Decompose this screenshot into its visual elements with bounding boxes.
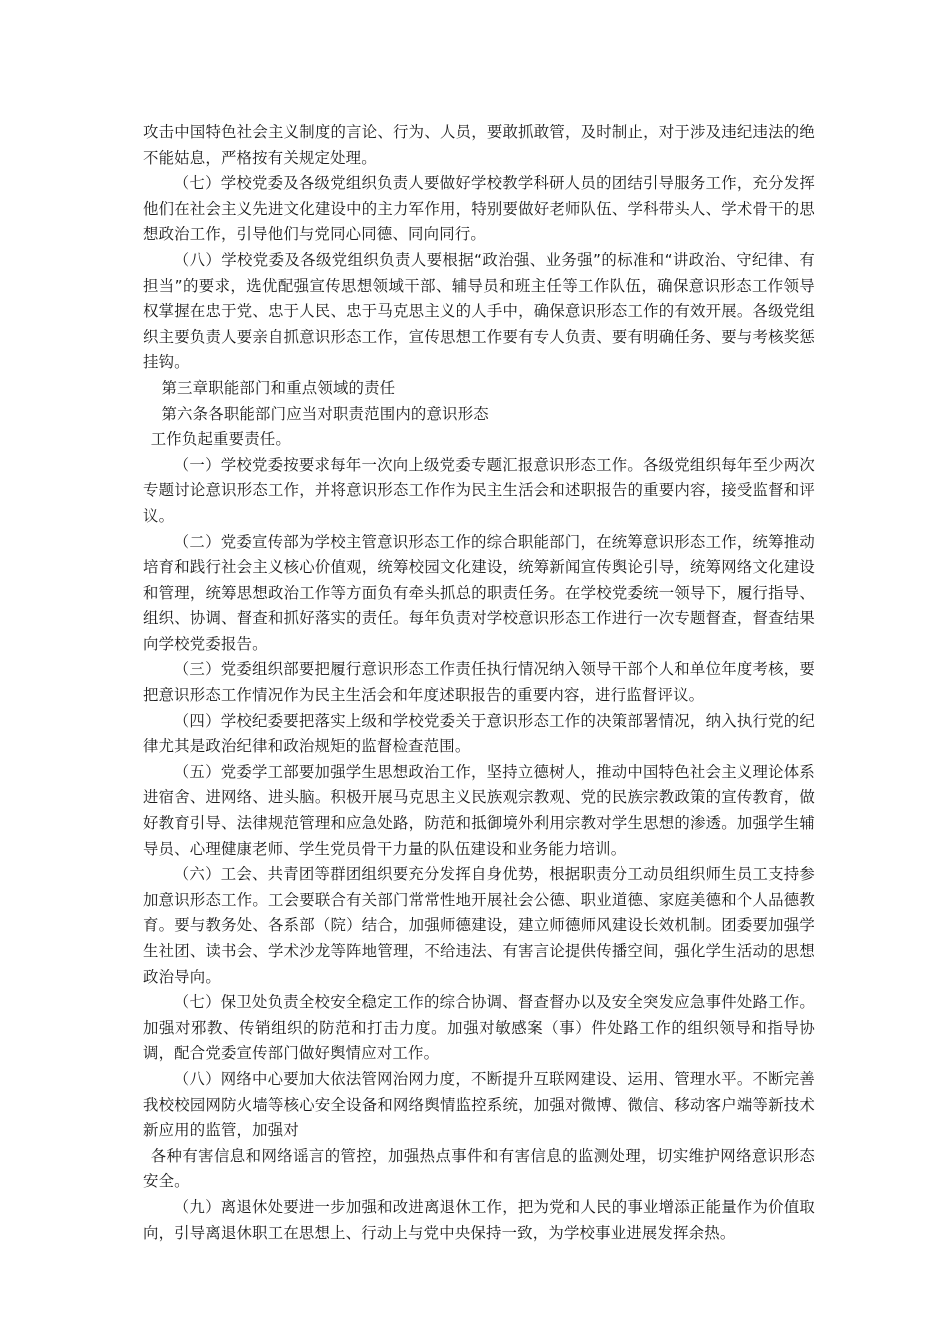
article-6-heading: 第六条各职能部门应当对职责范围内的意识形态	[161, 404, 489, 423]
paragraph-item-6-union-youth-league: （六）工会、共青团等群团组织要充分发挥自身优势，根据职责分工动员组织师生员工支持参加意识形态工作。工会要联合有关部门常常性地开展社会公德、职业道德、家庭美德和个人品德教育。要与教务处、各系部（院）结合，加强师德建设，建立师德师风建设长效机制。团委要加强学生社团、读书会、学术沙龙等阵地管理，不给违法、有害言论提供传播空间，强化学生活动的思想政治导向。	[143, 865, 815, 986]
paragraph-item-1-party-committee: （一）学校党委按要求每年一次向上级党委专题汇报意识形态工作。各级党组织每年至少两次专题讨论意识形态工作，并将意识形态工作作为民主生活会和述职报告的重要内容，接受监督和评议。	[143, 455, 815, 525]
paragraph-item-7-security-office: （七）保卫处负责全校安全稳定工作的综合协调、督查督办以及安全突发应急事件处路工作。加强对邪教、传销组织的防范和打击力度。加强对敏感案（事）件处路工作的组织领导和指导协调，配合党委宣传部门做好舆情应对工作。	[143, 993, 815, 1063]
paragraph-item-2-publicity-department: （二）党委宣传部为学校主管意识形态工作的综合职能部门，在统筹意识形态工作，统筹推动培育和践行社会主义核心价值观，统筹校园文化建设，统筹新闻宣传舆论引导，统筹网络文化建设和管理，统筹思想政治工作等方面负有牵头抓总的职责任务。在学校党委统一领导下，履行指导、组织、协调、督查和抓好落实的责任。每年负责对学校意识形态工作进行一次专题督查，督查结果向学校党委报告。	[143, 532, 815, 653]
paragraph-item-9-retirement-office: （九）离退休处要进一步加强和改进离退休工作，把为党和人民的事业增添正能量作为价值取向，引导离退休职工在思想上、行动上与党中央保持一致，为学校事业进展发挥余热。	[143, 1197, 815, 1242]
paragraph-item-7-staff-guidance: （七）学校党委及各级党组织负责人要做好学校教学科研人员的团结引导服务工作，充分发挥他们在社会主义先进文化建设中的主力军作用，特别要做好老师队伍、学科带头人、学术骨干的思想政治工作，引导他们与党同心同德、同向同行。	[143, 174, 815, 244]
paragraph-item-3-organization-department: （三）党委组织部要把履行意识形态工作责任执行情况纳入领导干部个人和单位年度考核，要把意识形态工作情况作为民主生活会和年度述职报告的重要内容，进行监督评议。	[143, 660, 815, 705]
paragraph-item-8-team-building: （八）学校党委及各级党组织负责人要根据“政治强、业务强”的标准和“讲政治、守纪律、有担当”的要求，选优配强宣传思想领域干部、辅导员和班主任等工作队伍，确保意识形态工作领导权掌握在忠于党、忠于人民、忠于马克思主义的人手中，确保意识形态工作的有效开展。各级党组织主要负责人要亲自抓意识形态工作，宣传思想工作要有专人负责、要有明确任务、要与考核奖惩挂钩。	[143, 250, 815, 372]
article-6-continuation: 工作负起重要责任。	[150, 430, 292, 449]
document-body	[143, 120, 815, 1246]
paragraph-item-8-continuation: 各种有害信息和网络谣言的管控，加强热点事件和有害信息的监测处理，切实维护网络意识形态安全。	[143, 1146, 815, 1191]
paragraph-item-5-student-affairs: （五）党委学工部要加强学生思想政治工作，坚持立德树人，推动中国特色社会主义理论体系进宿舍、进网络、进头脑。积极开展马克思主义民族观宗教观、党的民族宗教政策的宣传教育，做好教育引导、法律规范管理和应急处路，防范和抵御境外利用宗教对学生思想的渗透。加强学生辅导员、心理健康老师、学生党员骨干力量的队伍建设和业务能力培训。	[143, 762, 815, 858]
paragraph-item-4-discipline-committee: （四）学校纪委要把落实上级和学校党委关于意识形态工作的决策部署情况，纳入执行党的纪律尤其是政治纪律和政治规矩的监督检查范围。	[143, 711, 815, 756]
paragraph-item-8-network-center: （八）网络中心要加大依法管网治网力度，不断提升互联网建设、运用、管理水平。不断完善我校校园网防火墙等核心安全设备和网络舆情监控系统，加强对微博、微信、移动客户端等新技术新应用的监管，加强对	[143, 1069, 815, 1140]
paragraph-continuation-intro: 攻击中国特色社会主义制度的言论、行为、人员，要敢抓敢管，及时制止，对于涉及违纪违法的绝不能姑息，严格按有关规定处理。	[143, 123, 815, 167]
chapter-3-heading: 第三章职能部门和重点领域的责任	[161, 378, 396, 397]
